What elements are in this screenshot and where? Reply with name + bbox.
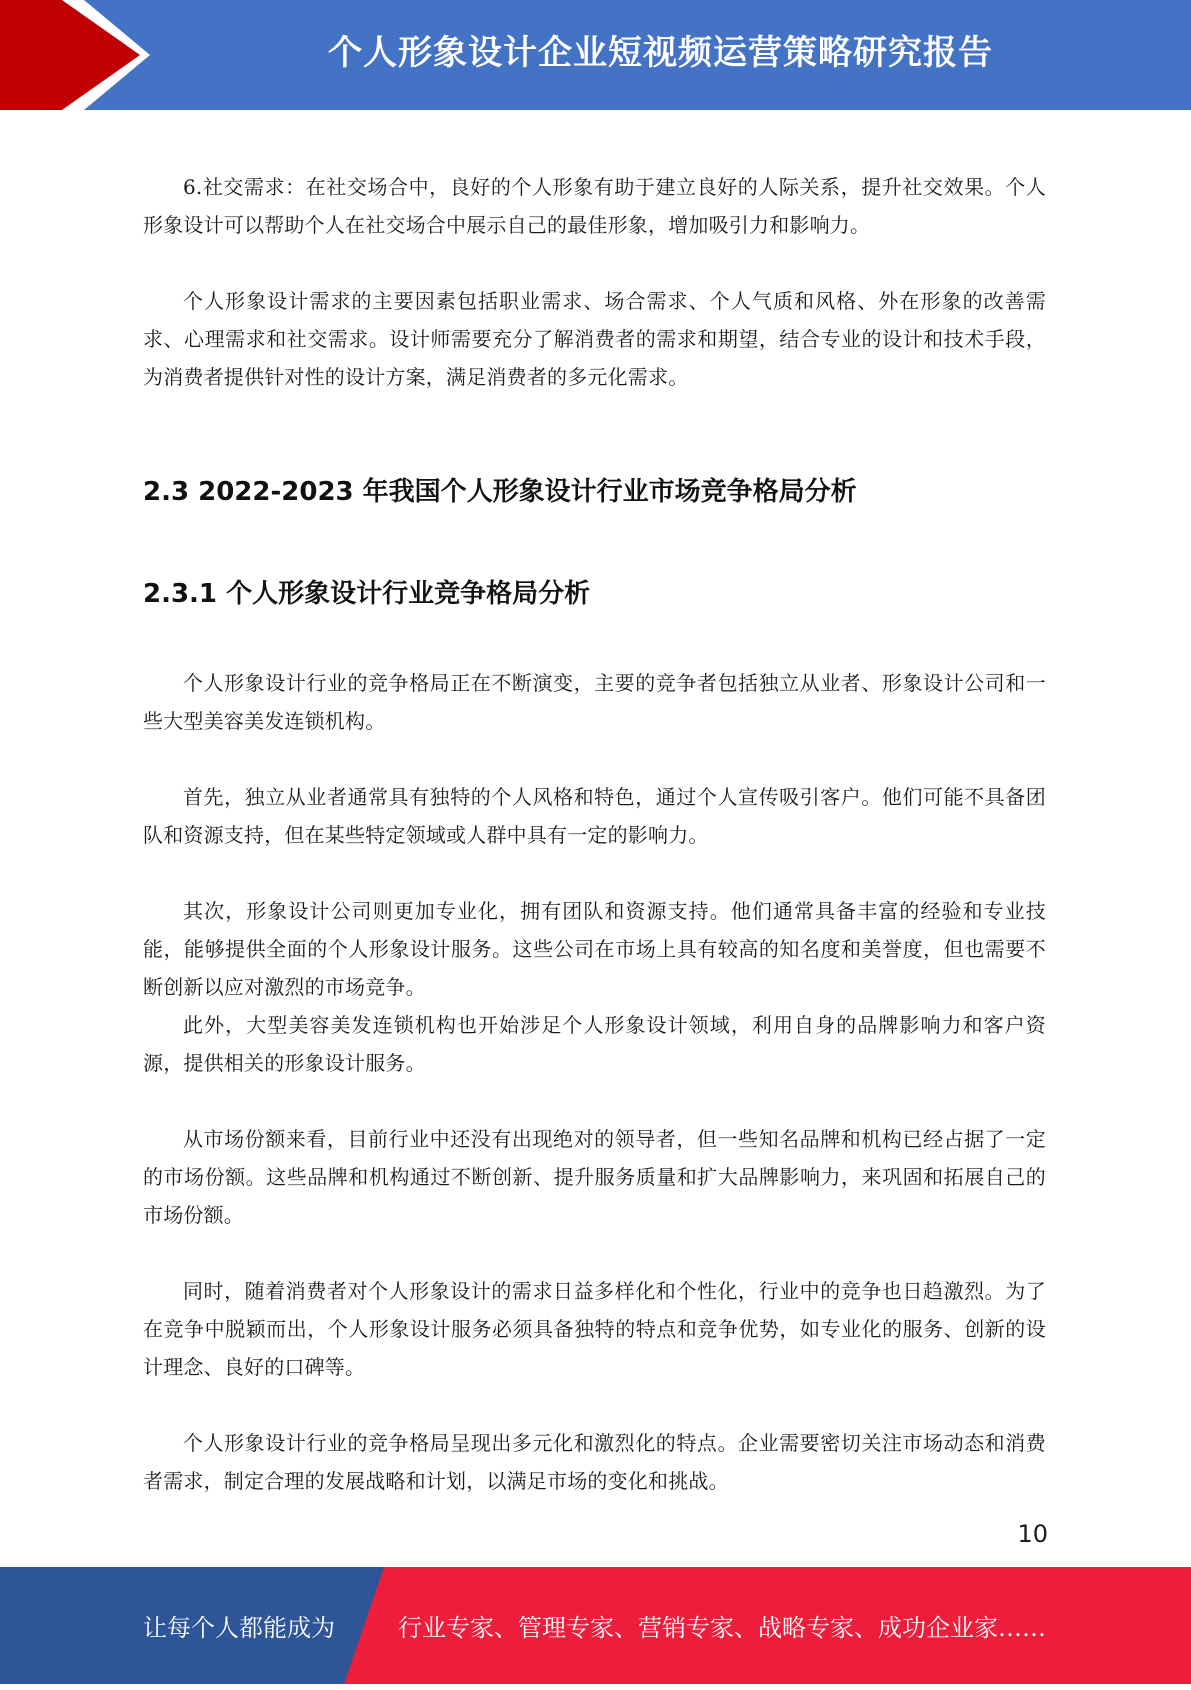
paragraph-beauty-chains: 此外，大型美容美发连锁机构也开始涉足个人形象设计领域，利用自身的品牌影响力和客户资源，提供相关的形象设计服务。	[143, 1013, 1046, 1075]
paragraph-independent-practitioners: 首先，独立从业者通常具有独特的个人风格和特色，通过个人宣传吸引客户。他们可能不具备团队和资源支持，但在某些特定领域或人群中具有一定的影响力。	[143, 785, 1046, 847]
page-header	[0, 0, 1191, 110]
footer-slogan-right: 行业专家、管理专家、营销专家、战略专家、成功企业家……	[398, 1614, 1046, 1642]
report-title: 个人形象设计企业短视频运营策略研究报告	[328, 33, 993, 73]
paragraph-market-share: 从市场份额来看，目前行业中还没有出现绝对的领导者，但一些知名品牌和机构已经占据了一定的市场份额。这些品牌和机构通过不断创新、提升服务质量和扩大品牌影响力，来巩固和拓展自己的市场份额。	[143, 1127, 1046, 1227]
section-heading: 2.3 2022-2023 年我国个人形象设计行业市场竞争格局分析	[143, 477, 857, 507]
paragraph-conclusion: 个人形象设计行业的竞争格局呈现出多元化和激烈化的特点。企业需要密切关注市场动态和消费者需求，制定合理的发展战略和计划，以满足市场的变化和挑战。	[143, 1431, 1046, 1493]
subsection-heading: 2.3.1 个人形象设计行业竞争格局分析	[143, 579, 591, 609]
header-arrow-graphic	[0, 0, 160, 110]
footer-slogan-left: 让每个人都能成为	[143, 1614, 335, 1642]
paragraph-design-factors: 个人形象设计需求的主要因素包括职业需求、场合需求、个人气质和风格、外在形象的改善需求、心理需求和社交需求。设计师需要充分了解消费者的需求和期望，结合专业的设计和技术手段，为消费者提供针对性的设计方案，满足消费者的多元化需求。	[143, 289, 1046, 389]
page-footer	[0, 1567, 1191, 1684]
paragraph-competition-overview: 个人形象设计行业的竞争格局正在不断演变，主要的竞争者包括独立从业者、形象设计公司和一些大型美容美发连锁机构。	[143, 671, 1046, 733]
paragraph-social-needs: 6.社交需求：在社交场合中，良好的个人形象有助于建立良好的人际关系，提升社交效果。个人形象设计可以帮助个人在社交场合中展示自己的最佳形象，增加吸引力和影响力。	[143, 175, 1046, 237]
page-number: 10	[1017, 1520, 1048, 1548]
page-content	[143, 168, 1046, 1500]
paragraph-intensifying-competition: 同时，随着消费者对个人形象设计的需求日益多样化和个性化，行业中的竞争也日趋激烈。为了在竞争中脱颖而出，个人形象设计服务必须具备独特的特点和竞争优势，如专业化的服务、创新的设计理念、良好的口碑等。	[143, 1279, 1046, 1379]
paragraph-design-companies: 其次，形象设计公司则更加专业化，拥有团队和资源支持。他们通常具备丰富的经验和专业技能，能够提供全面的个人形象设计服务。这些公司在市场上具有较高的知名度和美誉度，但也需要不断创新以应对激烈的市场竞争。	[143, 899, 1046, 999]
